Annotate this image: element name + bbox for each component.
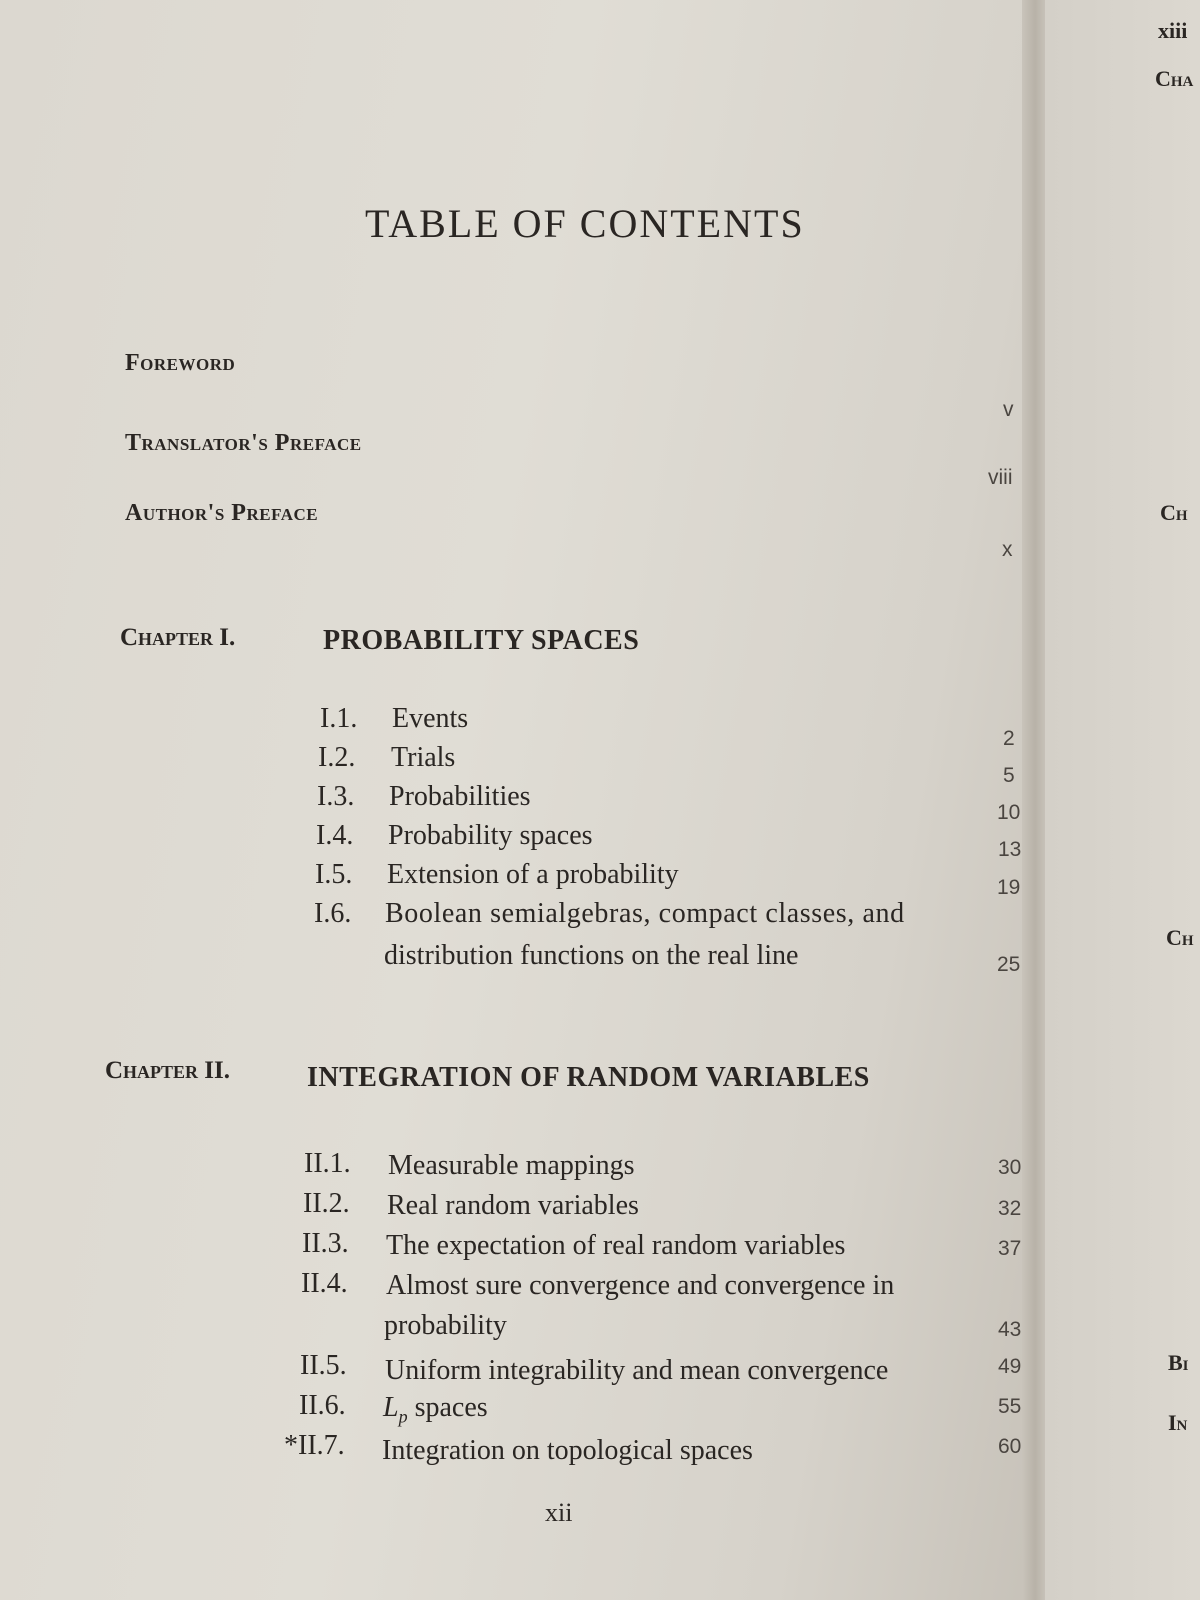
section-num: *II.7.	[284, 1430, 345, 1461]
section-page: 43	[998, 1318, 1022, 1341]
section-title: Trials	[391, 742, 456, 773]
lp-subscript: p	[398, 1406, 408, 1427]
section-num: I.6.	[314, 898, 352, 929]
section-page: 49	[998, 1355, 1022, 1378]
section-page: 19	[997, 876, 1021, 899]
section-title: Extension of a probability	[387, 859, 679, 890]
section-num: II.6.	[299, 1390, 346, 1421]
section-page: 37	[998, 1237, 1022, 1260]
section-title: Real random variables	[387, 1190, 639, 1221]
front-matter-authors-preface-page: x	[1002, 538, 1013, 561]
section-num: II.3.	[302, 1228, 349, 1259]
front-matter-translators-preface-page: viii	[988, 466, 1013, 489]
right-page-fragment: Bi	[1168, 1350, 1189, 1375]
front-matter-authors-preface: Author's Preface	[125, 500, 319, 526]
section-num: I.1.	[320, 703, 358, 734]
section-page: 32	[998, 1197, 1022, 1220]
front-matter-foreword-page: v	[1003, 398, 1014, 421]
section-title: Uniform integrability and mean convergence	[385, 1355, 889, 1386]
section-page: 55	[998, 1395, 1022, 1418]
section-title-text: spaces	[407, 1392, 488, 1423]
section-title-continued: distribution functions on the real line	[384, 940, 799, 971]
section-num: I.5.	[315, 859, 353, 890]
right-page-folio: xiii	[1158, 18, 1188, 43]
section-title-continued: probability	[384, 1310, 507, 1341]
section-title: Boolean semialgebras, compact classes, and	[385, 898, 905, 929]
front-matter-translators-preface: Translator's Preface	[125, 430, 362, 456]
chapter-1-label: Chapter I.	[120, 624, 236, 651]
section-num: II.1.	[304, 1148, 351, 1179]
section-num: II.4.	[301, 1268, 348, 1299]
section-title: Probability spaces	[388, 820, 593, 851]
chapter-2-label: Chapter II.	[105, 1057, 231, 1084]
page-folio: xii	[545, 1498, 573, 1527]
section-page: 5	[1003, 764, 1015, 787]
section-page: 30	[998, 1156, 1022, 1179]
right-page-fragment: In	[1168, 1410, 1188, 1435]
section-num: I.4.	[316, 820, 354, 851]
section-num: II.2.	[303, 1188, 350, 1219]
chapter-1-title: PROBABILITY SPACES	[323, 625, 640, 656]
section-title: The expectation of real random variables	[386, 1230, 846, 1261]
section-page: 60	[998, 1435, 1022, 1458]
section-page: 2	[1003, 727, 1015, 750]
page-title: TABLE OF CONTENTS	[365, 201, 805, 246]
section-page: 13	[998, 838, 1022, 861]
section-title	[383, 1392, 488, 1428]
section-num: I.3.	[317, 781, 355, 812]
section-num: I.2.	[318, 742, 356, 773]
section-title: Probabilities	[389, 781, 531, 812]
right-page-fragment: Ch	[1160, 500, 1188, 525]
section-page: 10	[997, 801, 1021, 824]
lp-symbol: L	[383, 1392, 399, 1423]
front-matter-foreword: Foreword	[125, 350, 236, 376]
chapter-2-title: INTEGRATION OF RANDOM VARIABLES	[307, 1062, 870, 1093]
right-page-fragment: Cha	[1155, 66, 1194, 91]
section-title: Events	[392, 703, 469, 734]
section-title: Almost sure convergence and convergence in	[386, 1270, 895, 1301]
section-page: 25	[997, 953, 1021, 976]
section-title: Integration on topological spaces	[382, 1435, 753, 1466]
section-num: II.5.	[300, 1350, 347, 1381]
right-page-fragment: Ch	[1166, 925, 1194, 950]
section-title: Measurable mappings	[388, 1150, 635, 1181]
